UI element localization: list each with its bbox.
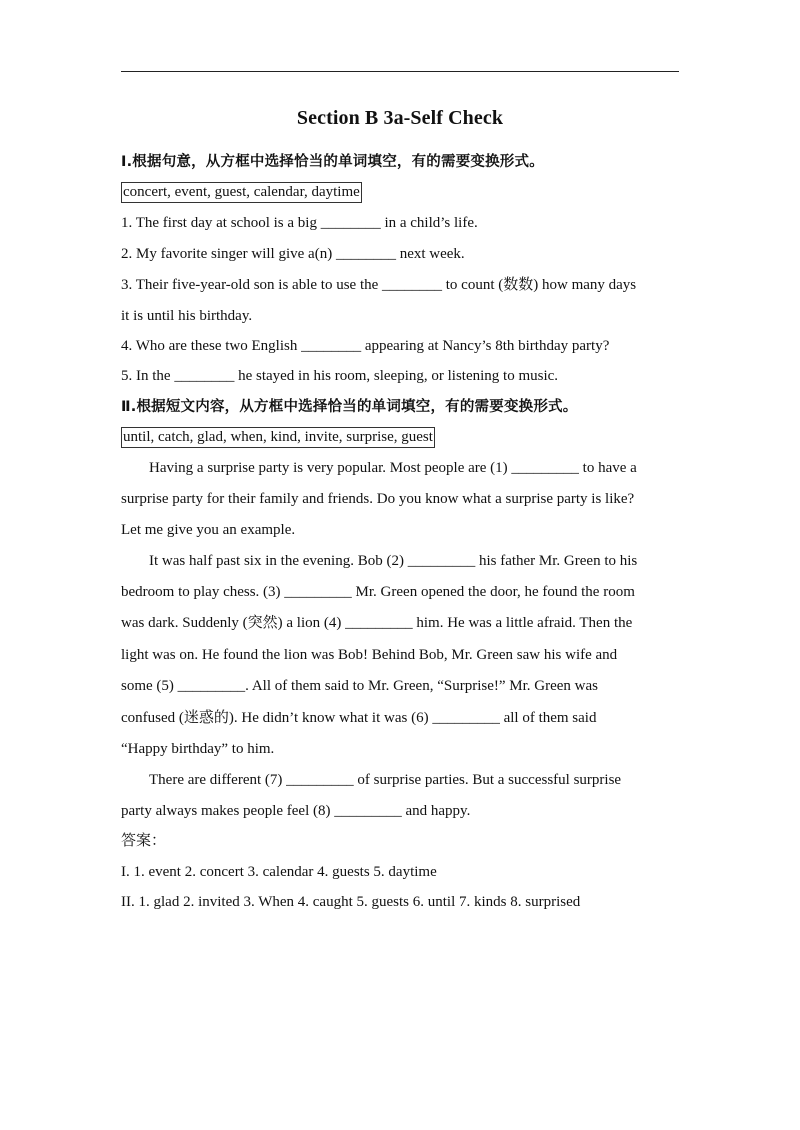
part1-question-3: 3. Their five-year-old son is able to use the ________ to count (数数) how many days [121, 277, 637, 293]
header-rule [121, 71, 679, 72]
part2-word-box-row [121, 427, 681, 448]
passage-line: There are different (7) _________ of surprise parties. But a successful surprise [149, 772, 622, 788]
part2-word-box: until, catch, glad, when, kind, invite, surprise, guest [121, 427, 435, 448]
passage-line: confused (迷惑的). He didn’t know what it was (6) _________ all of them said [121, 710, 597, 726]
passage-line: Having a surprise party is very popular. Most people are (1) _________ to have a [149, 460, 637, 476]
passage-line: party always makes people feel (8) _________ and happy. [121, 803, 471, 819]
part1-question-4: 4. Who are these two English ________ appearing at Nancy’s 8th birthday party? [121, 338, 610, 354]
passage-line: was dark. Suddenly (突然) a lion (4) _________ him. He was a little afraid. Then the [121, 615, 633, 631]
answers-part2: II. 1. glad 2. invited 3. When 4. caught 5. guests 6. until 7. kinds 8. surprised [121, 894, 581, 910]
passage-line: It was half past six in the evening. Bob (2) _________ his father Mr. Green to his [149, 553, 638, 569]
answers-label: 答案： [121, 833, 167, 849]
part1-heading: Ⅰ.根据句意，从方框中选择恰当的单词填空，有的需要变换形式。 [121, 154, 544, 170]
answers-part1: I. 1. event 2. concert 3. calendar 4. guests 5. daytime [121, 864, 437, 880]
part1-question-2: 2. My favorite singer will give a(n) ________ next week. [121, 246, 465, 262]
part1-word-box-row [121, 182, 681, 203]
part1-question-1: 1. The first day at school is a big ________ in a child’s life. [121, 215, 478, 231]
passage-line: bedroom to play chess. (3) _________ Mr. Green opened the door, he found the room [121, 584, 635, 600]
passage-line: some (5) _________. All of them said to Mr. Green, “Surprise!” Mr. Green was [121, 678, 598, 694]
passage-line: Let me give you an example. [121, 522, 296, 538]
part1-question-5: 5. In the ________ he stayed in his room, sleeping, or listening to music. [121, 368, 559, 384]
passage-line: “Happy birthday” to him. [121, 741, 275, 757]
passage-line: surprise party for their family and friends. Do you know what a surprise party is like? [121, 491, 635, 507]
page-title: Section B 3a-Self Check [296, 107, 504, 129]
part1-question-3-continued: it is until his birthday. [121, 308, 253, 324]
part2-heading: Ⅱ.根据短文内容，从方框中选择恰当的单词填空，有的需要变换形式。 [121, 399, 578, 415]
passage-line: light was on. He found the lion was Bob! Behind Bob, Mr. Green saw his wife and [121, 647, 618, 663]
part1-word-box: concert, event, guest, calendar, daytime [121, 182, 362, 203]
